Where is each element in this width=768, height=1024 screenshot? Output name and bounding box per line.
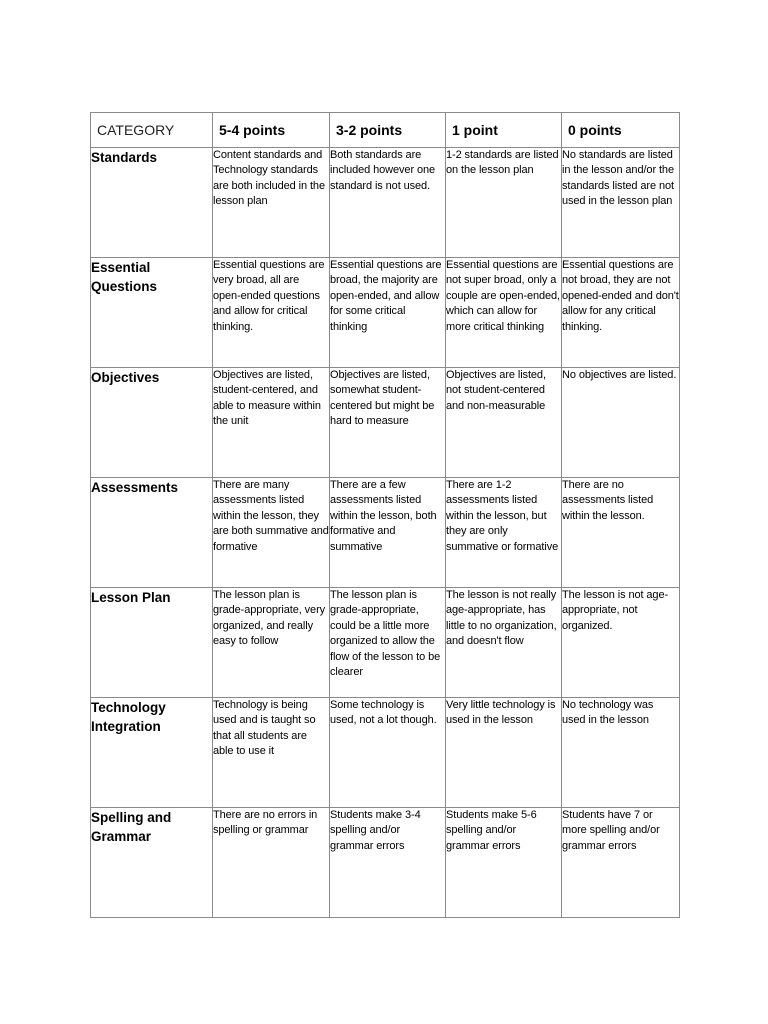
rubric-table	[90, 112, 680, 918]
table-cell: Objectives are listed, somewhat student-centered but might be hard to measure	[330, 368, 446, 478]
table-cell: Students make 5-6 spelling and/or grammar errors	[446, 808, 562, 918]
row-category-technology-integration: Technology Integration	[91, 698, 213, 808]
table-cell: Essential questions are not super broad, only a couple are open-ended, which can allow for more critical thinking	[446, 258, 562, 368]
table-row	[91, 368, 680, 478]
table-cell: Both standards are included however one standard is not used.	[330, 148, 446, 258]
header-3-2-points: 3-2 points	[330, 113, 446, 148]
table-row	[91, 698, 680, 808]
table-cell: 1-2 standards are listed on the lesson plan	[446, 148, 562, 258]
table-cell: There are 1-2 assessments listed within the lesson, but they are only summative or formative	[446, 478, 562, 588]
row-category-lesson-plan: Lesson Plan	[91, 588, 213, 698]
table-cell: Students have 7 or more spelling and/or grammar errors	[562, 808, 680, 918]
header-5-4-points: 5-4 points	[213, 113, 330, 148]
table-cell: There are a few assessments listed within the lesson, both formative and summative	[330, 478, 446, 588]
row-category-essential-questions: Essential Questions	[91, 258, 213, 368]
header-category: CATEGORY	[91, 113, 213, 148]
table-cell: There are no errors in spelling or grammar	[213, 808, 330, 918]
header-1-point: 1 point	[446, 113, 562, 148]
table-cell: The lesson is not age-appropriate, not organized.	[562, 588, 680, 698]
table-row	[91, 148, 680, 258]
table-cell: No technology was used in the lesson	[562, 698, 680, 808]
table-cell: Essential questions are broad, the majority are open-ended, and allow for some critical thinking	[330, 258, 446, 368]
table-cell: Essential questions are very broad, all are open-ended questions and allow for critical thinking.	[213, 258, 330, 368]
table-cell: Very little technology is used in the lesson	[446, 698, 562, 808]
row-category-assessments: Assessments	[91, 478, 213, 588]
table-cell: The lesson plan is grade-appropriate, could be a little more organized to allow the flow of the lesson to be clearer	[330, 588, 446, 698]
table-row	[91, 588, 680, 698]
table-cell: Some technology is used, not a lot though.	[330, 698, 446, 808]
table-cell: There are no assessments listed within the lesson.	[562, 478, 680, 588]
table-cell: No objectives are listed.	[562, 368, 680, 478]
header-row	[91, 113, 680, 148]
row-category-spelling-and-grammar: Spelling and Grammar	[91, 808, 213, 918]
table-cell: No standards are listed in the lesson and/or the standards listed are not used in the lesson plan	[562, 148, 680, 258]
table-cell: The lesson plan is grade-appropriate, very organized, and really easy to follow	[213, 588, 330, 698]
table-cell: Content standards and Technology standards are both included in the lesson plan	[213, 148, 330, 258]
table-row	[91, 808, 680, 918]
table-cell: There are many assessments listed within the lesson, they are both summative and formative	[213, 478, 330, 588]
row-category-standards: Standards	[91, 148, 213, 258]
table-cell: Objectives are listed, not student-centered and non-measurable	[446, 368, 562, 478]
row-category-objectives: Objectives	[91, 368, 213, 478]
table-cell: Essential questions are not broad, they are not opened-ended and don't allow for any critical thinking.	[562, 258, 680, 368]
table-row	[91, 478, 680, 588]
table-cell: The lesson is not really age-appropriate, has little to no organization, and doesn't flow	[446, 588, 562, 698]
table-cell: Students make 3-4 spelling and/or grammar errors	[330, 808, 446, 918]
table-cell: Objectives are listed, student-centered, and able to measure within the unit	[213, 368, 330, 478]
table-row	[91, 258, 680, 368]
header-0-points: 0 points	[562, 113, 680, 148]
table-cell: Technology is being used and is taught so that all students are able to use it	[213, 698, 330, 808]
